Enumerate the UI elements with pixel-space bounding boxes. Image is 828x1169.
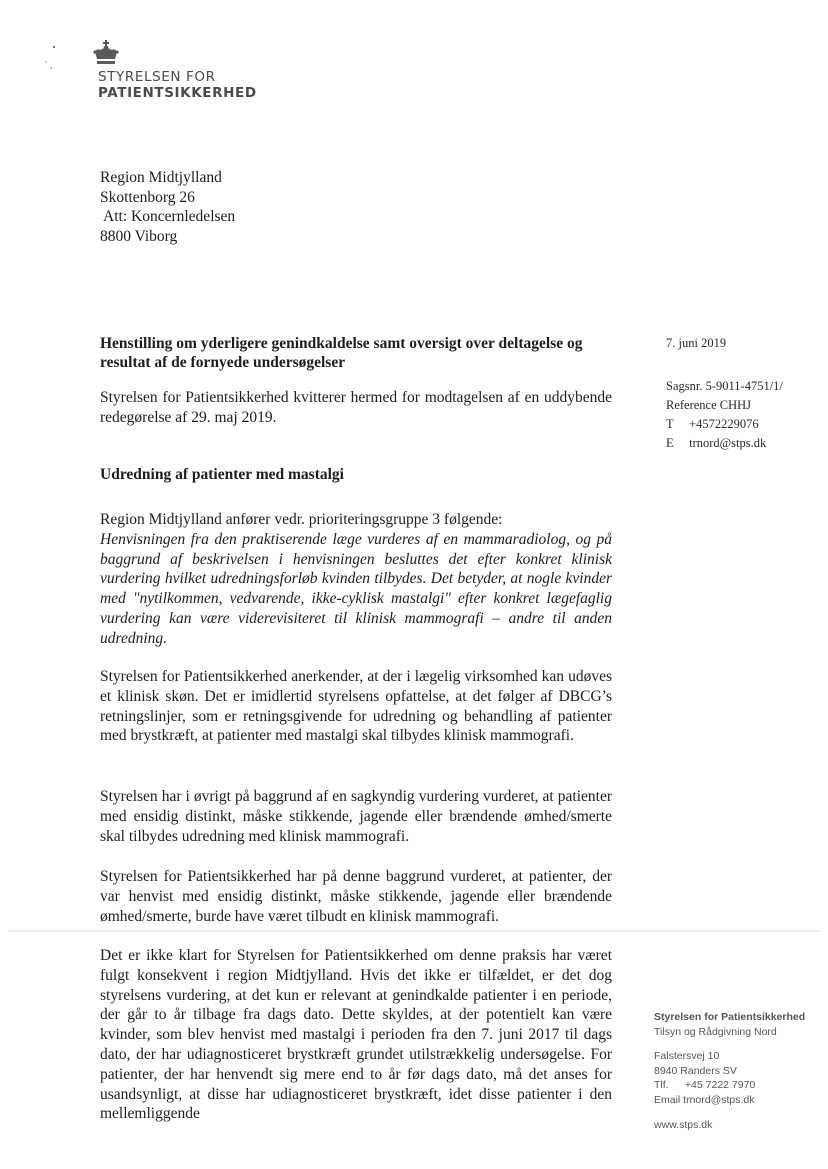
quote-lead: Region Midtjylland anfører vedr. prioriteringsgruppe 3 følgende: — [100, 511, 503, 528]
sender-website[interactable]: www.stps.dk — [654, 1118, 713, 1131]
specks — [40, 40, 60, 70]
paragraph-1: Styrelsen for Patientsikkerhed anerkender, at der i lægelig virksomhed kan udøves et klinisk skøn. Det er imidlertid styrelsens opfattelse, at det følger af DBCG’s retningslinjer, som er retningsgivende for udredning og behandling af patienter med brystkræft, at patienter med mastalgi skal tilbydes klinisk mammografi. — [100, 668, 612, 745]
letter-subject: Henstilling om yderligere genindkaldelse samt oversigt over deltagelse og resultat af de fornyede undersøgelser — [100, 335, 583, 371]
quote-text: Henvisningen fra den praktiserende læge vurderes af en mammaradiolog, og på baggrund af beskrivelsen i henvisningen besluttes det efter konkret klinisk vurdering hvilket udredningsforløb kvinden tilbydes. Det betyder, at nogle kvinder med "nytilkommen, vedvarende, ikke-cyklisk mastalgi" efter konkret lægefaglig vurdering kan være viderevisiteret til klinisk mammografi – andre til anden udredning. — [100, 530, 612, 647]
intro-paragraph: Styrelsen for Patientsikkerhed kvitterer hermed for modtagelsen af en uddybende redegørelse af 29. maj 2019. — [100, 389, 612, 426]
crown-icon — [92, 40, 120, 66]
logo-text-line1: STYRELSEN FOR — [98, 69, 216, 85]
sender-phone-label: Tlf. — [654, 1079, 669, 1092]
case-number: Sagsnr. 5-9011-4751/1/ — [666, 379, 783, 393]
paragraph-4: Det er ikke klart for Styrelsen for Patientsikkerhed om denne praksis har været fulgt konsekvent i region Midtjylland. Hvis det ikke er tilfældet, er det dog styrelsens vurdering, at det kun er relevant at genindkalde patienter i en periode, der går to år tilbage fra dags dato. Dette skyldes, at der potentielt kan være kvinder, som blev henvist med mastalgi i perioden fra den 7. juni 2017 til dags dato, der har udiagnosticeret brystkræft grundet utilstrækkelig undersøgelse. For patienter, der har henvendt sig mere end to år før dags dato, må det anses for usandsynligt, at disse har udiagnosticeret brystkræft, idet disse patienter i den mellemliggende — [100, 947, 612, 1123]
paragraph-3: Styrelsen for Patientsikkerhed har på denne baggrund vurderet, at patienter, der var henvist med ensidig distinkt, måske stikkende, jagende eller brændende ømhed/smerte, burde have været tilbudt en klinisk mammografi. — [100, 868, 612, 925]
sender-phone: +45 7222 7970 — [684, 1079, 756, 1092]
sender-email[interactable]: Email trnord@stps.dk — [654, 1093, 755, 1106]
sender-contact — [654, 1010, 805, 1132]
section-heading: Udredning af patienter med mastalgi — [100, 466, 344, 483]
phone-label: T — [666, 417, 674, 431]
phone-value: +4572229076 — [689, 417, 759, 431]
address-line: Att: Koncernledelsen — [100, 208, 236, 225]
sender-city: 8940 Randers SV — [654, 1064, 737, 1077]
reference-block — [666, 377, 783, 453]
page-separator — [8, 930, 820, 932]
letter-date: 7. juni 2019 — [666, 336, 727, 350]
recipient-address — [100, 168, 235, 246]
logo-text-line2: PATIENTSIKKERHED — [98, 85, 257, 101]
sender-phone-row — [654, 1078, 805, 1093]
email-value[interactable]: trnord@stps.dk — [689, 436, 767, 450]
sender-street: Falstersvej 10 — [654, 1050, 720, 1063]
address-line: 8800 Viborg — [100, 227, 178, 245]
sender-unit: Tilsyn og Rådgivning Nord — [654, 1025, 777, 1038]
reference: Reference CHHJ — [666, 398, 752, 412]
phone-row — [666, 415, 783, 434]
address-line: Skottenborg 26 — [100, 188, 195, 206]
quote-block — [100, 510, 612, 649]
address-line: Region Midtjylland — [100, 169, 222, 186]
email-label: E — [666, 436, 674, 450]
paragraph-2: Styrelsen har i øvrigt på baggrund af en sagkyndig vurdering vurderet, at patienter med ensidig distinkt, måske stikkende, jagende eller brændende ømhed/smerte skal tilbydes udredning med klinisk mammografi. — [100, 788, 612, 845]
email-row — [666, 434, 783, 453]
sender-org: Styrelsen for Patientsikkerhed — [654, 1011, 806, 1023]
